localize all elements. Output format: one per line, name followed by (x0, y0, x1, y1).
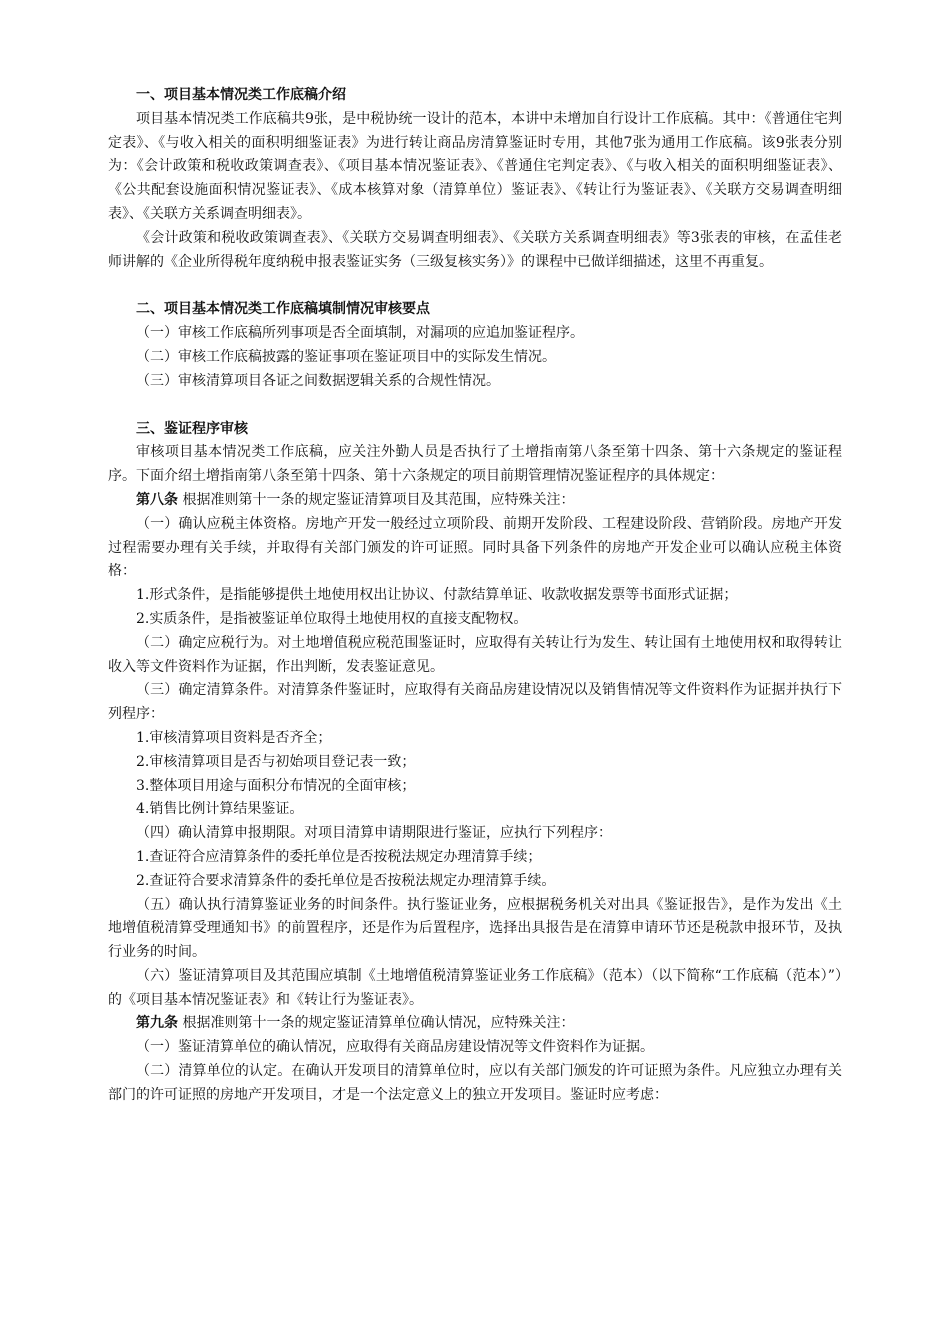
section-2-item: （三）审核清算项目各证之间数据逻辑关系的合规性情况。 (136, 372, 500, 389)
section-2-item: （一）审核工作底稿所列事项是否全面填制，对漏项的应追加鉴证程序。 (136, 325, 584, 342)
document-page (108, 84, 842, 1108)
section-gap (108, 274, 842, 298)
article-8-clause-1: （一）确认应税主体资格。房地产开发一般经过立项阶段、前期开发阶段、工程建设阶段、营销阶段。房地产开发过程需要办理有关手续，并取得有关部门颁发的许可证照。同时具备下列条件的房地产开发企业可以确认应税主体资格： (108, 515, 842, 580)
article-8-clause-3-item: 1.审核清算项目资料是否齐全； (136, 729, 332, 746)
article-9 (108, 1012, 842, 1036)
article-8-clause-3: （三）确定清算条件。对清算条件鉴证时，应取得有关商品房建设情况以及销售情况等文件资料作为证据并执行下列程序： (108, 682, 842, 723)
article-9-label: 第九条 (136, 1015, 178, 1032)
section-2-heading: 二、项目基本情况类工作底稿填制情况审核要点 (136, 301, 430, 318)
article-8-clause-4-item: 1.查证符合应清算条件的委托单位是否按税法规定办理清算手续； (136, 848, 542, 865)
article-8-clause-4: （四）确认清算申报期限。对项目清算申请期限进行鉴证，应执行下列程序： (136, 825, 612, 842)
section-3-intro: 审核项目基本情况类工作底稿，应关注外勤人员是否执行了土增指南第八条至第十四条、第十六条规定的鉴证程序。下面介绍土增指南第八条至第十四条、第十六条规定的项目前期管理情况鉴证程序的具体规定： (108, 444, 842, 485)
section-gap (108, 394, 842, 418)
article-8-clause-4-item: 2.查证符合要求清算条件的委托单位是否按税法规定办理清算手续。 (136, 872, 556, 889)
section-1-paragraph-1: 项目基本情况类工作底稿共9张，是中税协统一设计的范本，本讲中未增加自行设计工作底稿。其中：《普通住宅判定表》、《与收入相关的面积明细鉴证表》为进行转让商品房清算鉴证时专用，其他7张为通用工作底稿。该9张表分别为：《会计政策和税收政策调查表》、《项目基本情况鉴证表》、《普通住宅判定表》、《与收入相关的面积明细鉴证表》、《公共配套设施面积情况鉴证表》、《成本核算对象（清算单位）鉴证表》、《转让行为鉴证表》、《关联方交易调查明细表》、《关联方关系调查明细表》。 (108, 110, 842, 222)
article-8-clause-2: （二）确定应税行为。对土地增值税应税范围鉴证时，应取得有关转让行为发生、转让国有土地使用权和取得转让收入等文件资料作为证据，作出判断，发表鉴证意见。 (108, 634, 842, 675)
article-8-clause-1-item: 2.实质条件，是指被鉴证单位取得土地使用权的直接支配物权。 (136, 610, 528, 627)
article-9-clause-1: （一）鉴证清算单位的确认情况，应取得有关商品房建设情况等文件资料作为证据。 (136, 1039, 654, 1056)
section-2-item: （二）审核工作底稿披露的鉴证事项在鉴证项目中的实际发生情况。 (136, 348, 556, 365)
section-1-heading: 一、项目基本情况类工作底稿介绍 (136, 87, 346, 103)
article-9-clause-2: （二）清算单位的认定。在确认开发项目的清算单位时，应以有关部门颁发的许可证照为条件。凡应独立办理有关部门的许可证照的房地产开发项目，才是一个法定意义上的独立开发项目。鉴证时应考虑： (108, 1063, 842, 1103)
article-8 (108, 489, 842, 513)
article-8-clause-6: （六）鉴证清算项目及其范围应填制《土地增值税清算鉴证业务工作底稿》（范本）（以下简称“工作底稿（范本）”）的《项目基本情况鉴证表》和《转让行为鉴证表》。 (108, 967, 842, 1008)
article-8-clause-3-item: 3.整体项目用途与面积分布情况的全面审核； (136, 777, 416, 794)
article-8-clause-1-item: 1.形式条件，是指能够提供土地使用权出让协议、付款结算单证、收款收据发票等书面形式证据； (136, 587, 738, 604)
section-3-heading: 三、鉴证程序审核 (136, 420, 248, 437)
article-8-clause-3-item: 2.审核清算项目是否与初始项目登记表一致； (136, 753, 416, 770)
article-8-text: 根据准则第十一条的规定鉴证清算项目及其范围，应特殊关注： (182, 491, 575, 508)
article-9-text: 根据准则第十一条的规定鉴证清算单位确认情况，应特殊关注： (182, 1015, 575, 1032)
article-8-label: 第八条 (136, 491, 178, 508)
section-1-paragraph-2: 《会计政策和税收政策调查表》、《关联方交易调查明细表》、《关联方关系调查明细表》等3张表的审核，在孟佳老师讲解的《企业所得税年度纳税申报表鉴证实务（三级复核实务）》的课程中已做详细描述，这里不再重复。 (108, 229, 842, 270)
article-8-clause-3-item: 4.销售比例计算结果鉴证。 (136, 801, 304, 818)
article-8-clause-5: （五）确认执行清算鉴证业务的时间条件。执行鉴证业务，应根据税务机关对出具《鉴证报告》，是作为发出《土地增值税清算受理通知书》的前置程序，还是作为后置程序，选择出具报告是在清算申请环节还是税款申报环节，及执行业务的时间。 (108, 896, 842, 961)
